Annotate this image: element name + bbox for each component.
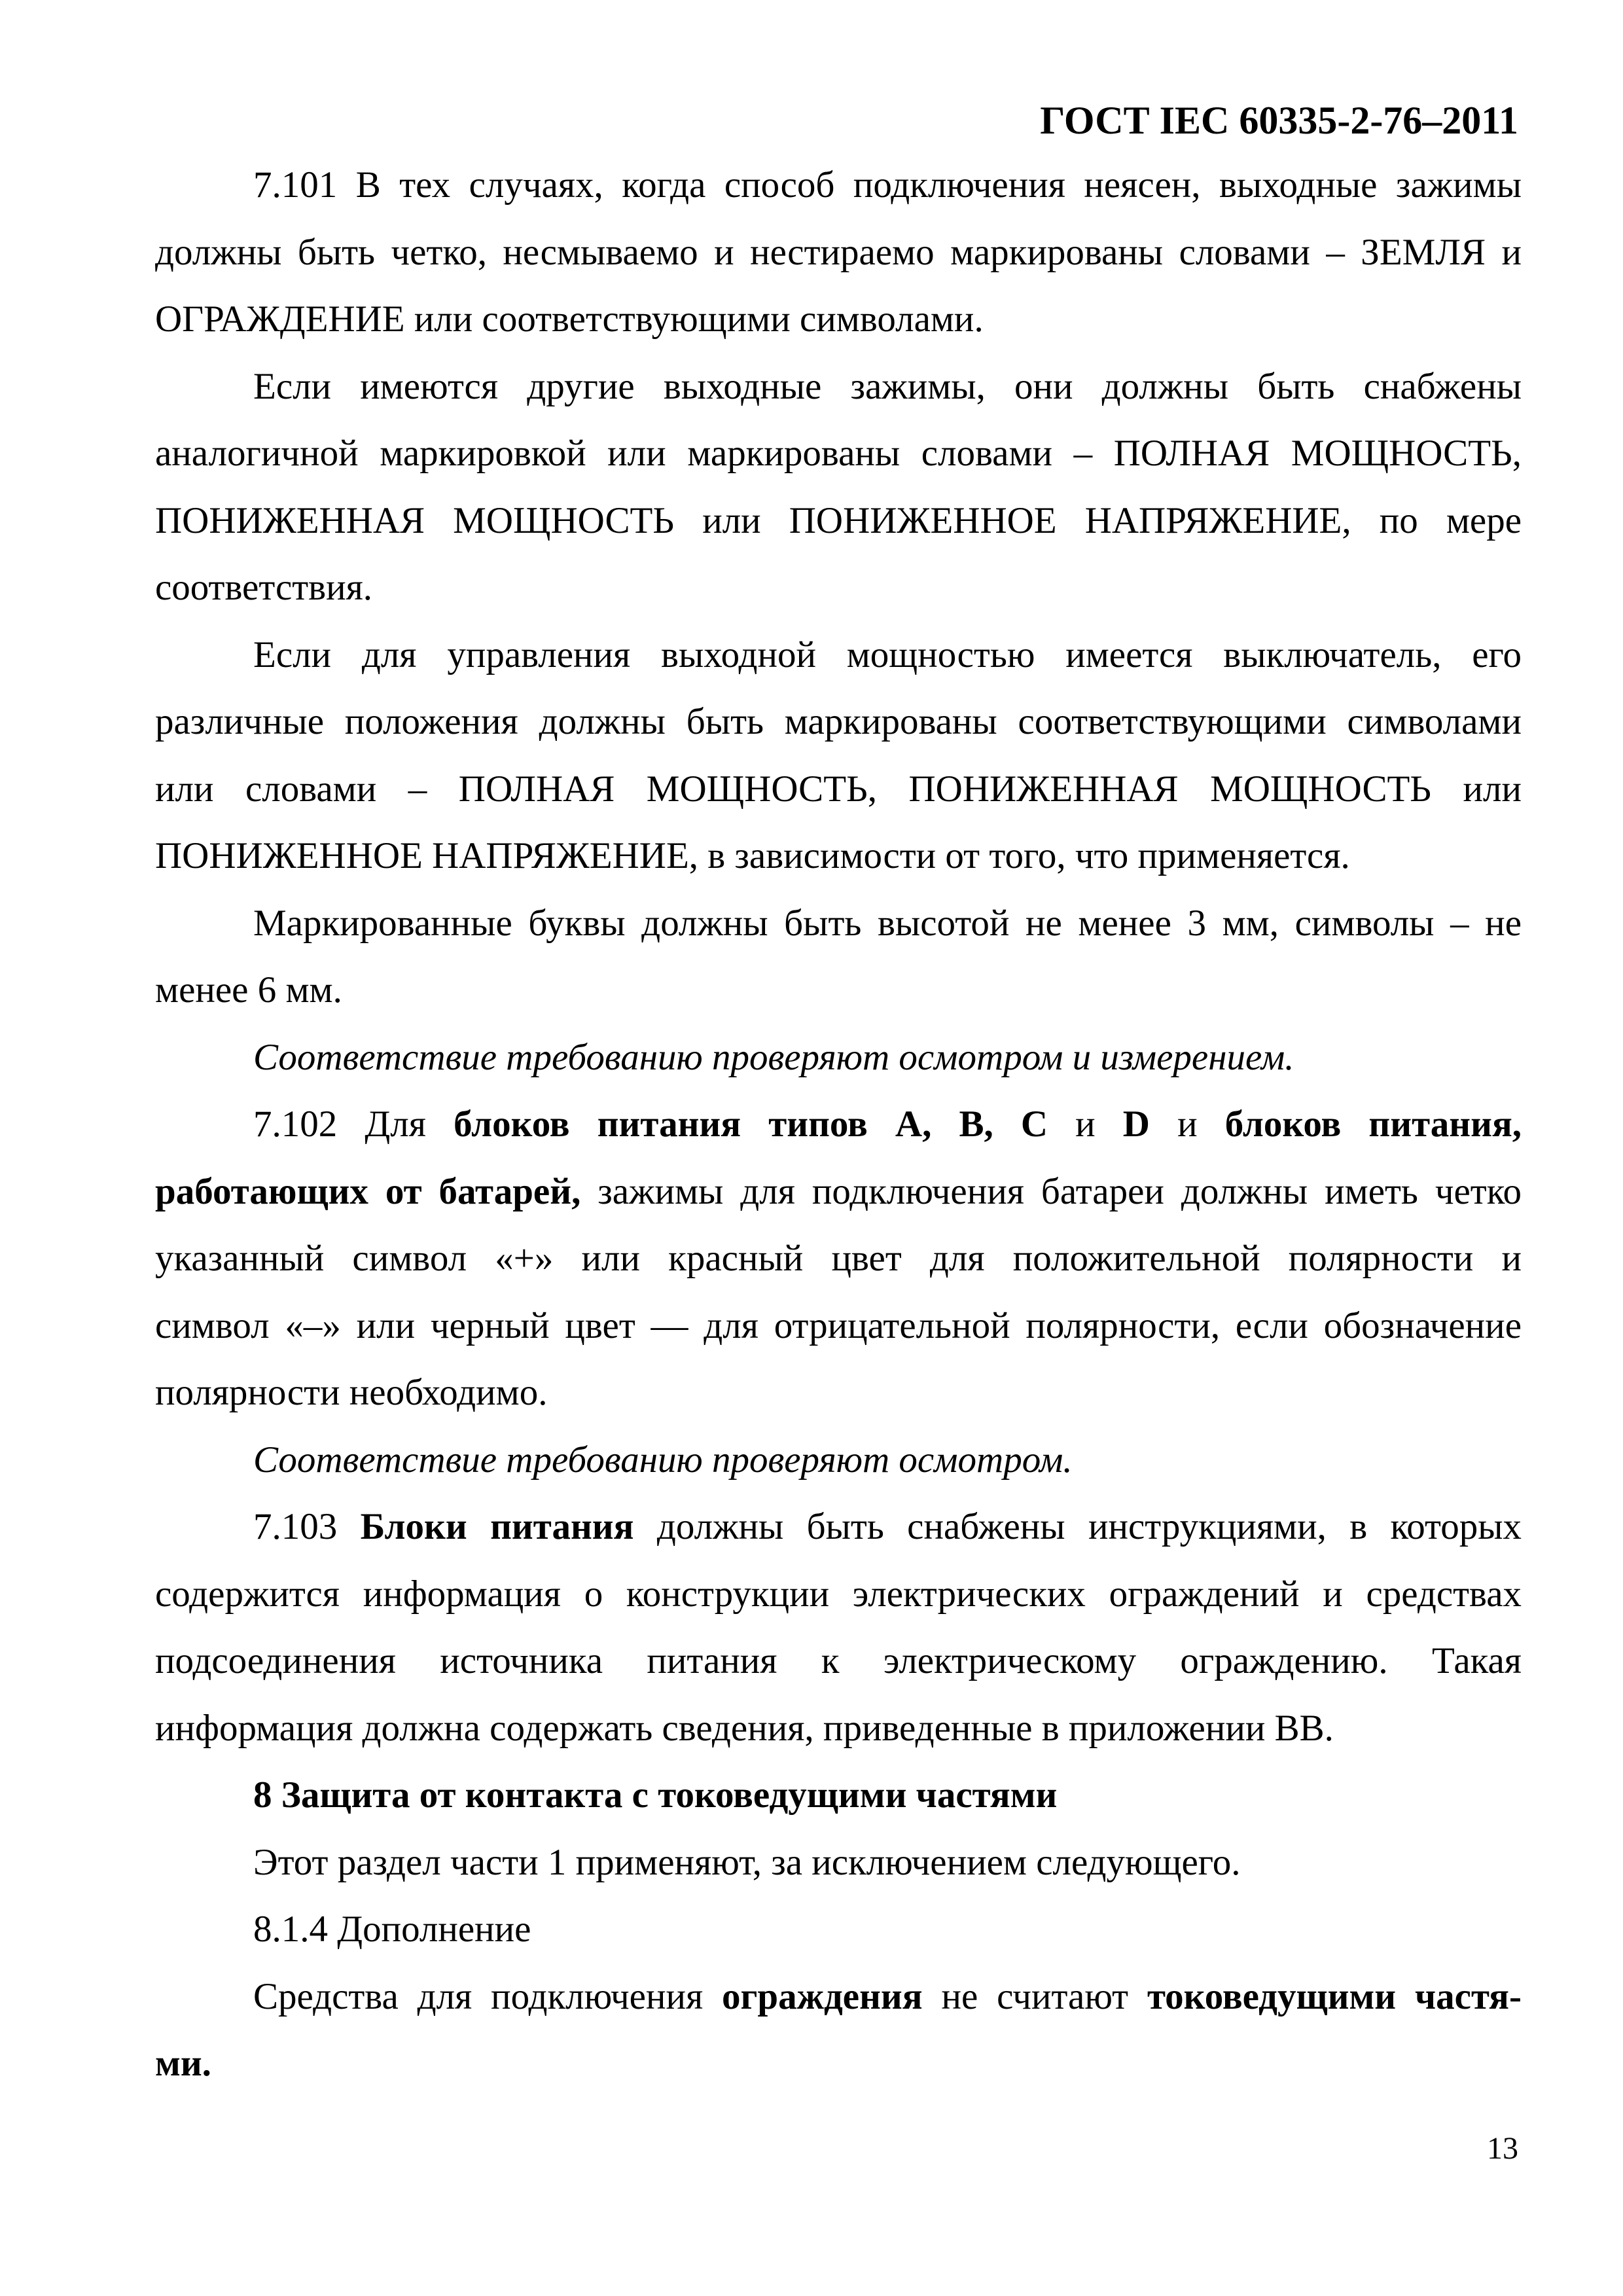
bold-term: ограждения <box>722 1975 923 2017</box>
text-line: ПОНИЖЕННОЕ НАПРЯЖЕНИЕ, в зависимости от того, что применяется. <box>155 835 1350 876</box>
text-line: менее 6 мм. <box>155 969 342 1011</box>
text-line: информация должна содержать сведения, приведенные в приложении ВВ. <box>155 1707 1334 1749</box>
compliance-check: Соответствие требованию проверяют осмотром. <box>253 1439 1073 1480</box>
text-span: не считают <box>941 1975 1129 2017</box>
text-line <box>155 1091 1522 1158</box>
text-span: Средства для подключения <box>253 1975 704 2017</box>
clause-number: 7.103 <box>253 1506 338 1547</box>
bold-term: токоведущими частя- <box>1147 1975 1522 2017</box>
compliance-check: Соответствие требованию проверяют осмотром и измерением. <box>253 1036 1294 1078</box>
bold-term: D <box>1122 1103 1150 1145</box>
bold-term: блоков питания типов А, В, С <box>454 1103 1048 1145</box>
bold-term: блоков питания, <box>1224 1103 1522 1145</box>
text-line: символ «–» или черный цвет — для отрицательной полярности, если обозначение <box>155 1304 1522 1346</box>
text-line <box>155 1158 1522 1226</box>
text-line: указанный символ «+» или красный цвет для положительной полярности и <box>155 1238 1522 1279</box>
bold-term: работающих от батарей, <box>155 1170 581 1212</box>
subsection-heading: 8.1.4 Дополнение <box>253 1909 531 1950</box>
text-span: и <box>1075 1103 1096 1145</box>
text-line: полярности необходимо. <box>155 1372 548 1413</box>
text-line: или словами – ПОЛНАЯ МОЩНОСТЬ, ПОНИЖЕННАЯ МОЩНОСТЬ или <box>155 768 1522 810</box>
text-line: Маркированные буквы должны быть высотой не менее 3 мм, символы – не <box>253 902 1522 944</box>
text-line: ПОНИЖЕННАЯ МОЩНОСТЬ или ПОНИЖЕННОЕ НАПРЯЖЕНИЕ, по мере <box>155 499 1522 541</box>
document-body <box>155 152 1522 2098</box>
text-line: Если для управления выходной мощностью имеется выключатель, его <box>253 634 1522 675</box>
text-line: 7.101 В тех случаях, когда способ подключения неясен, выходные зажимы <box>253 164 1522 206</box>
text-line: различные положения должны быть маркированы соответствующими символами <box>155 701 1522 742</box>
text-span: зажимы для подключения батареи должны иметь четко <box>597 1170 1522 1212</box>
section-heading: 8 Защита от контакта с токоведущими частями <box>253 1774 1058 1816</box>
text-line: аналогичной маркировкой или маркированы словами – ПОЛНАЯ МОЩНОСТЬ, <box>155 433 1522 474</box>
clause-number: 7.102 Для <box>253 1103 426 1145</box>
text-line <box>155 1964 1522 2031</box>
bold-term: Блоки питания <box>360 1506 634 1547</box>
text-line: Этот раздел части 1 применяют, за исключением следующего. <box>253 1841 1241 1883</box>
text-line: соответствия. <box>155 567 373 608</box>
text-line: подсоединения источника питания к электрическому ограждению. Такая <box>155 1640 1522 1681</box>
text-line: содержится информация о конструкции электрических ограждений и средствах <box>155 1573 1522 1615</box>
text-line: должны быть четко, несмываемо и нестираемо маркированы словами – ЗЕМЛЯ и <box>155 231 1522 273</box>
text-span: и <box>1177 1103 1198 1145</box>
text-line: ми. <box>155 2043 211 2084</box>
text-line <box>155 1494 1522 1561</box>
page-number: 13 <box>1487 2131 1518 2166</box>
text-line: ОГРАЖДЕНИЕ или соответствующими символами. <box>155 298 984 340</box>
text-line: Если имеются другие выходные зажимы, они должны быть снабжены <box>253 365 1522 407</box>
document-header: ГОСТ IEC 60335-2-76–2011 <box>1040 99 1518 142</box>
text-span: должны быть снабжены инструкциями, в которых <box>656 1506 1522 1547</box>
